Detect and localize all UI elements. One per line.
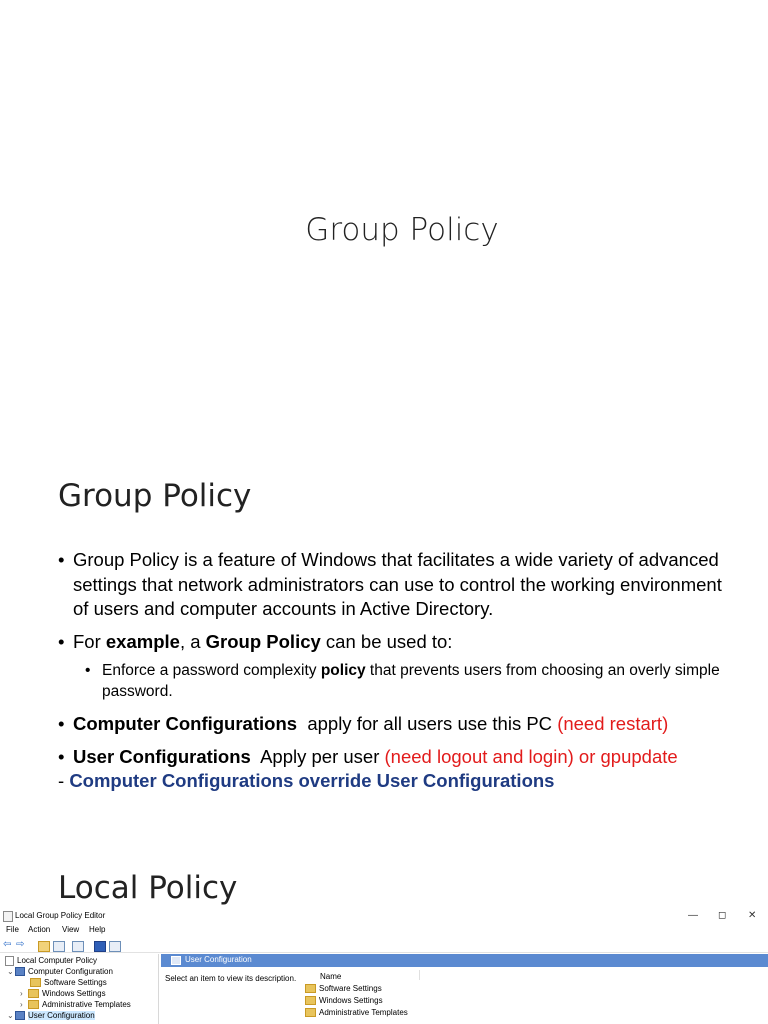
help-icon[interactable] <box>94 941 106 952</box>
description-text: Select an item to view its description. <box>165 974 297 983</box>
export-list-icon[interactable] <box>72 941 84 952</box>
show-hide-tree-icon[interactable] <box>53 941 65 952</box>
console-tree <box>0 954 159 1024</box>
details-header: User Configuration <box>161 954 768 967</box>
chevron-down-icon[interactable]: ⌄ <box>7 1011 14 1020</box>
forward-arrow-icon[interactable]: ⇨ <box>16 939 25 950</box>
policy-document-icon <box>5 956 14 966</box>
list-item-software-settings[interactable]: Software Settings <box>305 984 382 993</box>
folder-icon <box>28 1000 39 1009</box>
menu-help[interactable]: Help <box>89 925 106 934</box>
policy-editor-icon <box>3 911 13 922</box>
group-policy-slide <box>0 460 768 840</box>
list-item-windows-settings[interactable]: Windows Settings <box>305 996 383 1005</box>
slide-heading: Local Policy <box>58 870 238 906</box>
chevron-down-icon[interactable]: ⌄ <box>7 967 14 976</box>
slide-title: Group Policy <box>305 212 499 248</box>
sub-bullet-password: • Enforce a password complexity policy that prevents users from choosing an overly simple password. <box>58 660 738 702</box>
bullet-example: • For example, a Group Policy can be used to: <box>58 630 738 655</box>
slide-heading: Group Policy <box>58 478 252 514</box>
menu-file[interactable]: File <box>6 925 19 934</box>
tree-item-user-configuration[interactable]: ⌄ User Configuration <box>7 1011 95 1020</box>
tree-item-local-computer-policy[interactable]: Local Computer Policy <box>5 956 97 967</box>
local-policy-slide <box>0 862 768 1024</box>
menu-action[interactable]: Action <box>28 925 51 934</box>
folder-icon <box>305 996 316 1005</box>
tree-item-administrative-templates[interactable]: › Administrative Templates <box>20 1000 131 1009</box>
chevron-right-icon[interactable]: › <box>20 1000 23 1009</box>
menu-view[interactable]: View <box>62 925 80 934</box>
minimize-button[interactable]: — <box>688 910 698 921</box>
bullet-computer-config: • Computer Configurations apply for all users use this PC (need restart) <box>58 712 738 737</box>
name-column-header[interactable]: Name <box>320 972 342 981</box>
chevron-right-icon[interactable]: › <box>20 989 23 998</box>
window-titlebar <box>0 910 768 924</box>
properties-icon[interactable] <box>109 941 121 952</box>
close-button[interactable]: ✕ <box>748 910 757 921</box>
tree-item-windows-settings[interactable]: › Windows Settings <box>20 989 106 998</box>
bullet-definition: • Group Policy is a feature of Windows that facilitates a wide variety of advanced settings that network administrators can use to control the working environment of users and computer accounts in Active Directory. <box>58 548 738 622</box>
toolbar <box>0 938 768 953</box>
user-configuration-icon <box>171 956 181 965</box>
user-icon <box>15 1011 25 1020</box>
title-slide <box>0 0 768 430</box>
bullet-list <box>58 548 738 802</box>
group-policy-editor-screenshot <box>0 908 768 1024</box>
tree-item-computer-configuration[interactable]: ⌄ Computer Configuration <box>7 967 113 976</box>
list-item-administrative-templates[interactable]: Administrative Templates <box>305 1008 408 1017</box>
bullet-user-config: • User Configurations Apply per user (need logout and login) or gpupdate - Computer Configurations override User Configurations <box>58 745 738 794</box>
folder-icon <box>305 984 316 993</box>
standard-view-area <box>297 967 768 975</box>
tree-item-software-settings[interactable]: Software Settings <box>30 978 107 989</box>
window-title: Local Group Policy Editor <box>15 911 106 920</box>
computer-icon <box>15 967 25 976</box>
restore-button[interactable]: ◻ <box>718 910 727 921</box>
back-arrow-icon[interactable]: ⇦ <box>3 939 12 950</box>
folder-icon <box>30 978 41 987</box>
column-divider[interactable] <box>419 970 420 980</box>
up-folder-icon[interactable] <box>38 941 50 952</box>
folder-icon <box>28 989 39 998</box>
folder-icon <box>305 1008 316 1017</box>
details-pane <box>161 954 768 1024</box>
